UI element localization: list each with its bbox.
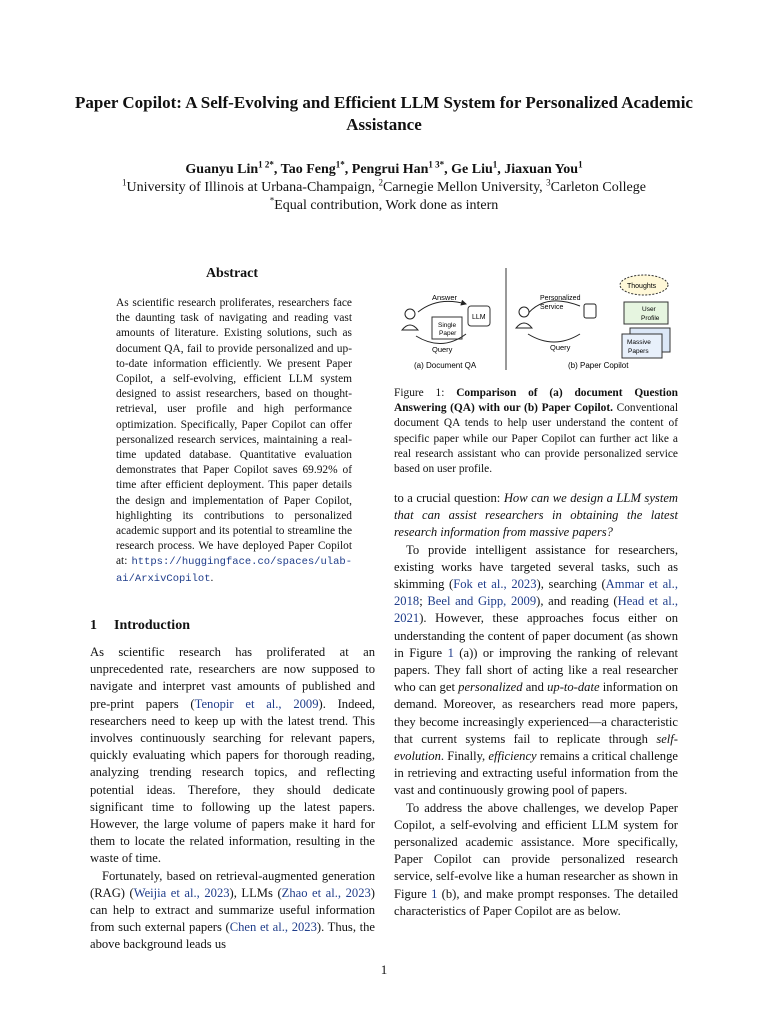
text-run: remains a critical challenge in retrieving and extracting useful information from the vast and continuously growing pool of papers.: [394, 749, 678, 798]
robot-icon: [584, 304, 596, 318]
author-name: Jiaxuan You: [504, 162, 579, 177]
answer-label: Answer: [432, 293, 458, 302]
panel-b-caption: (b) Paper Copilot: [568, 361, 629, 370]
text-run: information on demand. Moreover, as researchers read more papers, they become increasingly experienced—a characteristic that current systems fail to replicate through: [394, 680, 678, 746]
single-paper-label: Paper: [439, 330, 457, 337]
caption-label: Figure 1:: [394, 387, 457, 399]
text-run: ). However, these approaches focus either on understanding the content of paper document (as shown in Figure: [394, 611, 678, 660]
query-arrow: [528, 334, 580, 342]
text-run: (a)) or improving the ranking of relevant papers. They fall short of acting like a real researcher who can get: [394, 645, 678, 695]
abstract-heading: Abstract: [205, 266, 259, 281]
author-name: Guanyu Lin: [185, 162, 259, 177]
text-run: to a crucial question:: [394, 491, 504, 505]
paragraph: [394, 800, 678, 920]
user-body-icon: [516, 323, 532, 328]
text-run: (b), and make prompt responses. The detailed characteristics of Paper Copilot are as below.: [394, 886, 678, 918]
page-number: 1: [380, 962, 388, 977]
text-run: . Finally,: [440, 749, 489, 764]
user-profile-label: Profile: [641, 315, 660, 322]
citation-link[interactable]: Fok et al., 2023: [453, 577, 537, 592]
personalized-label: Service: [540, 304, 564, 311]
massive-papers-label: Papers: [628, 348, 649, 355]
personalized-label: Personalized: [540, 295, 581, 302]
affil-sup: 3: [546, 177, 551, 188]
author-name: Tao Feng: [280, 162, 336, 177]
text-run: and: [522, 680, 548, 695]
text-run: To address the above challenges, we develop Paper Copilot, a self-evolving and efficient LLM system for personalized academic assistance. More specifically, Paper Copilot can provide personalized research service, self-evolve like a human researcher as shown in Figure: [394, 800, 678, 901]
citation-link[interactable]: Tenopir et al., 2009: [194, 696, 319, 711]
doc-qa-panel: [402, 293, 490, 370]
note-text: Equal contribution, Work done as intern: [274, 198, 499, 213]
author-sup: 1*: [335, 159, 345, 170]
figure-1-caption: [394, 386, 678, 477]
author-list: Guanyu Lin$^{1 2*}$, Tao Feng$^{1*}$, Pengrui Han$^{1 3*}$, Ge Liu$^1$, Jiaxuan You$^1$: [185, 159, 583, 177]
author-sup: 1: [578, 159, 583, 170]
italic-run: self-evolution: [394, 731, 678, 764]
citation-link[interactable]: Chen et al., 2023: [229, 920, 317, 935]
citation-link[interactable]: Head et al., 2021: [394, 594, 678, 626]
citation-link[interactable]: Zhao et al., 2023: [281, 885, 371, 900]
italic-run: up-to-date: [547, 680, 600, 695]
llm-label: LLM: [472, 314, 486, 321]
text-run: ) can help to extract and summarize useful information from such external papers (: [90, 885, 375, 935]
right-column-text: [394, 490, 678, 920]
author-name: Ge Liu: [451, 162, 493, 177]
left-column-text: [90, 644, 375, 954]
massive-papers-label: Massive: [627, 339, 651, 346]
author-sup: 1: [492, 159, 498, 170]
citation-link[interactable]: Weijia et al., 2023: [133, 885, 230, 900]
note-sup: *: [269, 195, 275, 206]
affil-sup: 2: [378, 177, 383, 188]
figure-ref-link[interactable]: 1: [431, 886, 438, 901]
figure-ref-link[interactable]: 1: [447, 645, 454, 660]
text-run: ), LLMs (: [229, 885, 282, 900]
text-run: ). Thus, the above background leads us: [90, 920, 375, 952]
caption-text: Conventional document QA tends to help user understand the content of specific paper while our Paper Copilot can further act like a real research assistant who can provide personalized service based on user profile.: [394, 402, 678, 476]
text-run: ), searching (: [536, 577, 606, 592]
contribution-note: [60, 196, 708, 215]
text-run: ). Indeed, researchers need to keep up with the latest trend. This involves continuously searching for relevant papers, quickly evaluating which papers for thorough reading, analyzing trending research topics, and reflecting potential ideas. Therefore, they should dedicate significant time to following up the latest papers. However, the large volume of papers make it hard for them to locate the related information, resulting in the waste of time.: [90, 696, 376, 866]
user-profile-label: User: [642, 306, 656, 313]
user-icon: [519, 307, 529, 317]
author-sup: 1 2*: [258, 159, 274, 170]
caption-bold: Comparison of (a) document Question Answering (QA) with our (b) Paper Copilot.: [394, 387, 678, 415]
abstract-url-link[interactable]: https://huggingface.co/spaces/ulab-ai/ArxivCopilot: [116, 556, 352, 585]
affil-name: University of Illinois at Urbana-Champaign,: [126, 180, 375, 195]
affil-sup: 1: [122, 177, 127, 188]
query-label: Query: [550, 343, 571, 352]
query-label: Query: [432, 345, 453, 354]
italic-run: efficiency: [488, 749, 537, 764]
affil-name: Carleton College: [550, 180, 646, 195]
user-body-icon: [402, 325, 418, 330]
text-run: To provide intelligent assistance for researchers, existing works have targeted several tasks, such as skimming (: [394, 542, 678, 592]
paragraph: [394, 490, 678, 542]
abstract-url-end: .: [210, 571, 214, 584]
author-sup: 1 3*: [428, 159, 445, 170]
user-icon: [405, 309, 415, 319]
italic-run: personalized: [458, 680, 523, 695]
thoughts-label: Thoughts: [627, 283, 657, 290]
citation-link[interactable]: Beel and Gipp, 2009: [427, 594, 537, 609]
single-paper-label: Single: [438, 322, 457, 329]
text-run: As scientific research has proliferated at an unprecedented rate, researchers are now supposed to navigate and interpret vast amounts of published and pre-print papers (: [90, 645, 375, 711]
answer-arrow: [418, 301, 466, 312]
affiliations: [30, 178, 738, 197]
paragraph: [394, 542, 678, 800]
paper-copilot-panel: [516, 275, 670, 370]
italic-run: How can we design a LLM system that can assist researchers in obtaining the latest research information from massive papers?: [394, 491, 679, 540]
abstract-text: As scientific research proliferates, researchers face the daunting task of navigating and reading vast amounts of literature. Existing solutions, such as document QA, fail to provide personalized and up-to-date information efficiently. We present Paper Copilot, a self-evolving, efficient LLM system designed to assist researchers, based on thought-retrieval, user profile and high performance optimization. Specifically, Paper Copilot can offer personalized research services, maintaining a real-time updated database. Quantitative evaluation demonstrates that Paper Copilot saves 69.92% of time after efficient deployment. This paper details the design and implementation of Paper Copilot, highlighting its contributions to personalized academic support and its potential to streamline the research process. We have deployed Paper Copilot at:: [116, 297, 352, 568]
text-run: ;: [419, 594, 428, 609]
paragraph: [90, 868, 375, 954]
text-run: Fortunately, based on retrieval-augmented generation (RAG) (: [90, 868, 375, 900]
figure-1-diagram: [394, 264, 678, 384]
paper-title: Paper Copilot: A Self-Evolving and Efficient LLM System for Personalized Academic Assistance: [75, 93, 693, 134]
text-run: ), and reading (: [536, 594, 618, 609]
section-number: 1: [90, 618, 97, 633]
affil-name: Carnegie Mellon University,: [383, 180, 543, 195]
abstract-body: [116, 296, 352, 587]
panel-a-caption: (a) Document QA: [414, 361, 477, 370]
citation-link[interactable]: Ammar et al., 2018: [394, 577, 678, 609]
paragraph: [90, 644, 375, 868]
section-title: Introduction: [114, 618, 190, 633]
figure-1: [394, 264, 678, 384]
section-heading-introduction: [90, 618, 380, 634]
author-name: Pengrui Han: [351, 162, 429, 177]
